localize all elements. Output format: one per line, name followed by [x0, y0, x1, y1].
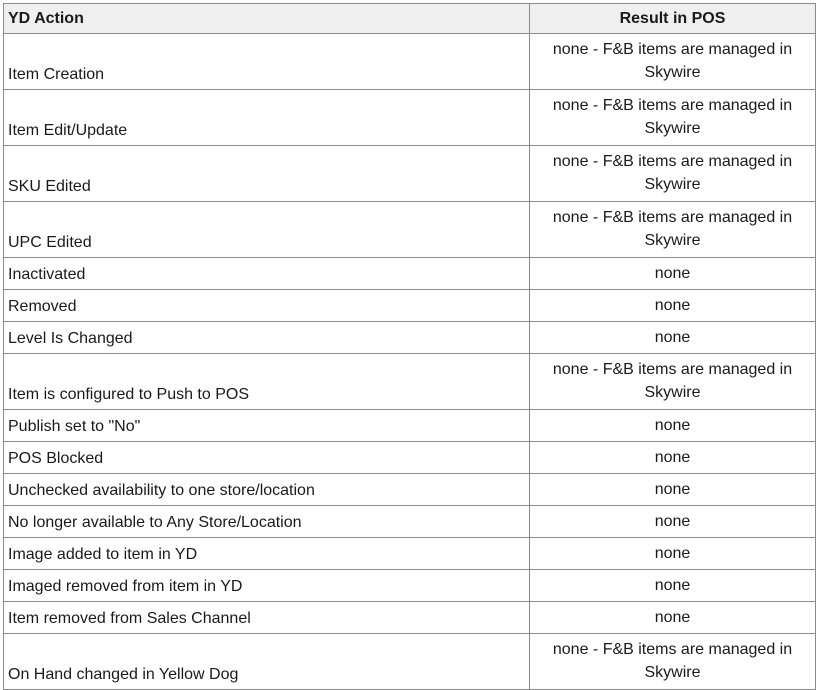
table-row: [4, 506, 816, 538]
yd-action-cell: Item is configured to Push to POS: [4, 354, 530, 410]
pos-result-cell: none: [530, 570, 816, 602]
pos-result-cell: none: [530, 538, 816, 570]
yd-action-cell: Imaged removed from item in YD: [4, 570, 530, 602]
yd-action-cell: Removed: [4, 290, 530, 322]
table-row: [4, 602, 816, 634]
yd-action-cell: Item Creation: [4, 34, 530, 90]
pos-result-cell: none: [530, 258, 816, 290]
pos-result-cell: none - F&B items are managed in Skywire: [530, 202, 816, 258]
pos-result-cell: none: [530, 602, 816, 634]
pos-result-cell: none: [530, 442, 816, 474]
table-row: [4, 146, 816, 202]
table-row: [4, 474, 816, 506]
pos-result-cell: none: [530, 290, 816, 322]
header-result-in-pos: Result in POS: [530, 4, 816, 34]
pos-result-cell: none - F&B items are managed in Skywire: [530, 146, 816, 202]
yd-action-cell: Image added to item in YD: [4, 538, 530, 570]
yd-action-cell: Inactivated: [4, 258, 530, 290]
yd-action-cell: Publish set to "No": [4, 410, 530, 442]
table-row: [4, 202, 816, 258]
yd-action-cell: POS Blocked: [4, 442, 530, 474]
table-row: [4, 442, 816, 474]
yd-action-cell: On Hand changed in Yellow Dog: [4, 634, 530, 690]
pos-result-cell: none: [530, 506, 816, 538]
table-row: [4, 258, 816, 290]
yd-action-cell: Item Edit/Update: [4, 90, 530, 146]
table-row: [4, 322, 816, 354]
table-row: [4, 90, 816, 146]
table-row: [4, 538, 816, 570]
pos-result-cell: none - F&B items are managed in Skywire: [530, 354, 816, 410]
table-row: [4, 34, 816, 90]
pos-result-cell: none: [530, 474, 816, 506]
pos-result-cell: none: [530, 410, 816, 442]
yd-action-cell: Level Is Changed: [4, 322, 530, 354]
pos-result-cell: none - F&B items are managed in Skywire: [530, 634, 816, 690]
pos-result-cell: none - F&B items are managed in Skywire: [530, 34, 816, 90]
yd-action-cell: SKU Edited: [4, 146, 530, 202]
table-row: [4, 354, 816, 410]
table-header-row: [4, 4, 816, 34]
pos-result-cell: none - F&B items are managed in Skywire: [530, 90, 816, 146]
table-row: [4, 290, 816, 322]
yd-action-cell: Unchecked availability to one store/location: [4, 474, 530, 506]
yd-action-cell: Item removed from Sales Channel: [4, 602, 530, 634]
yd-action-cell: UPC Edited: [4, 202, 530, 258]
table-row: [4, 570, 816, 602]
table-row: [4, 410, 816, 442]
yd-action-cell: No longer available to Any Store/Location: [4, 506, 530, 538]
pos-result-cell: none: [530, 322, 816, 354]
pos-result-table: [3, 3, 816, 690]
header-yd-action: YD Action: [4, 4, 530, 34]
table-row: [4, 634, 816, 690]
